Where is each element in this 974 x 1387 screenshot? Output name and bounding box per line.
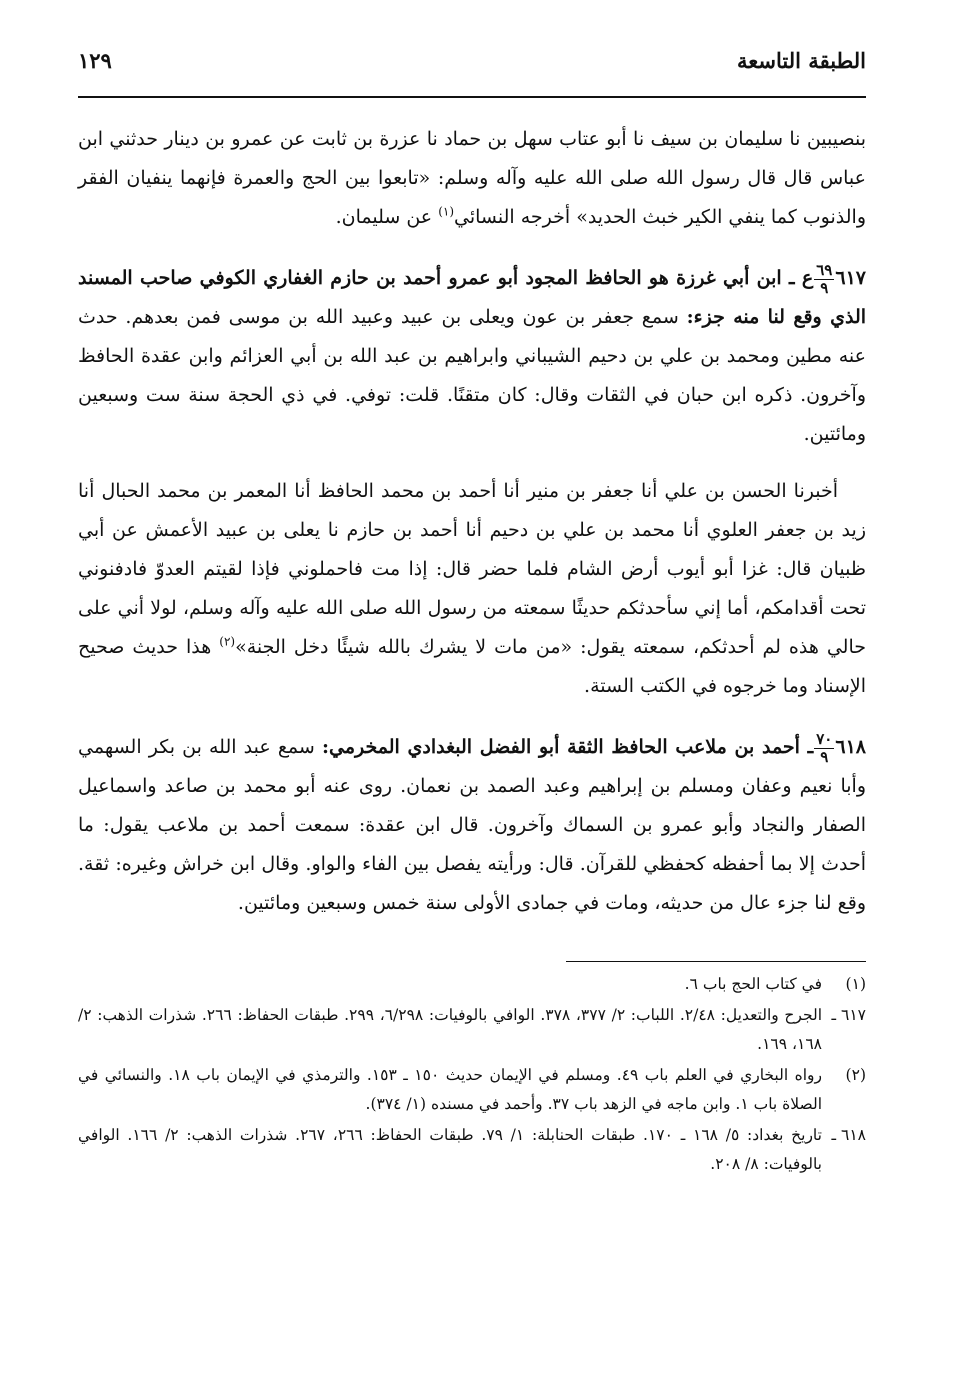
- footnote-ref-1: (١): [438, 204, 455, 219]
- entry-618: [78, 728, 866, 923]
- footnote-text: تاريخ بغداد: ٥/ ١٦٨ ـ ١٧٠. طبقات الحنابلة: ١/ ٧٩. طبقات الحفاظ: ٢٦٦، ٢٦٧. شذرات الذهب: ٢/ ١٦٦. الوافي بالوفيات: ٨/ ٢٠٨.: [78, 1126, 822, 1173]
- entry-body: سمع جعفر بن عون ويعلى بن عبيد وعبيد الله بن موسى فمن بعدهم. حدث عنه مطين ومحمد بن علي بن دحيم الشيباني وابراهيم بن عبد الله بن أبي العزائم وابن عقدة الحافظ وآخرون. ذكره ابن حبان في الثقات وقال: كان متقنًا. قلت: توفي. في ذي الحجة سنة ست وسبعين ومائتين.: [78, 306, 866, 445]
- entry-617: [78, 259, 866, 454]
- paragraph-text: هذا حديث صحيح الإسناد وما خرجوه في الكتب الستة.: [78, 636, 866, 697]
- running-title: الطبقة التاسعة: [737, 48, 866, 73]
- fraction-denominator: ٩: [820, 747, 829, 766]
- footnote-rule: [566, 961, 866, 962]
- footnote-marker: ٦١٧ ـ: [831, 1006, 866, 1024]
- entry-heading: ـ أحمد بن ملاعب الحافظ الثقة أبو الفضل البغدادي المخرمي:: [321, 736, 814, 758]
- footnote: [78, 1001, 866, 1059]
- page-number: ١٢٩: [78, 48, 112, 73]
- entry-fraction: [814, 729, 834, 766]
- entry-body: سمع عبد الله بن بكر السهمي وأبا نعيم وعفان ومسلم بن إبراهيم وعبد الصمد بن نعمان. روى عنه أبو محمد بن صاعد واسماعيل الصفار والنجاد وأبو عمرو بن السماك وآخرون. قال ابن عقدة: سمعت أحمد بن ملاعب يقول: ما أحدث إلا بما أحفظه كحفظي للقرآن. قال: ورأيته يفصل بين الفاء والواو. وقال ابن خراش وغيره: ثقة. وقع لنا جزء عال من حديثه، ومات في جمادى الأولى سنة خمس وسبعين ومائتين.: [78, 736, 866, 914]
- footnote: [78, 970, 866, 999]
- footnote: [78, 1121, 866, 1179]
- paragraph-hadith: [78, 472, 866, 706]
- paragraph-text: أخبرنا الحسن بن علي أنا جعفر بن منير أنا أحمد بن محمد الحافظ أنا المعمر بن محمد الحبال أنا زيد بن جعفر العلوي أنا محمد بن علي بن دحيم أنا أحمد بن حازم نا يعلى بن عبيد الأعمش عن أبي ظبيان قال: غزا أبو أيوب أرض الشام فلما حضر قال: إذا مت فاحملوني فإذا لقيتم العدوّ فادفنوني تحت أقدامكم، أما إني سأحدثكم حديثًا سمعته من رسول الله صلى الله عليه وآله وسلم، لولا أني على حالي هذه لم أحدثكم، سمعته يقول: «من مات لا يشرك بالله شيئًا دخل الجنة»: [78, 480, 866, 658]
- footnote-text: في كتاب الحج باب ٦.: [684, 975, 822, 993]
- book-page: [78, 48, 866, 1387]
- paragraph-text: عن سليمان.: [335, 206, 439, 228]
- footnote-text: رواه البخاري في العلم باب ٤٩. ومسلم في الإيمان حديث ١٥٠ ـ ١٥٣. والترمذي في الإيمان باب ١٨. والنسائي في الصلاة باب ١. وابن ماجه في الزهد باب ٣٧. وأحمد في مسنده (١/ ٣٧٤).: [78, 1066, 822, 1113]
- header-rule: [78, 96, 866, 98]
- entry-number: ٦١٨: [835, 736, 866, 758]
- footnote-ref-2: (٢): [219, 634, 236, 649]
- fraction-numerator: ٦٩: [816, 260, 833, 279]
- footnote-marker: (٢): [845, 1066, 866, 1084]
- entry-number: ٦١٧: [835, 267, 866, 289]
- fraction-denominator: ٩: [820, 278, 829, 297]
- footnote-text: الجرح والتعديل: ٢/٤٨. اللباب: ٢/ ٣٧٧، ٣٧٨. الوافي بالوفيات: ٦/٢٩٨، ٢٩٩. طبقات الحفاظ: ٢٦٦. شذرات الذهب: ٢/ ١٦٨، ١٦٩.: [78, 1006, 823, 1053]
- footnote: [78, 1061, 866, 1119]
- entry-heading: ع ـ ابن أبي غرزة هو الحافظ المجود أبو عمرو أحمد بن حازم الغفاري الكوفي صاحب المسند الذي وقع لنا منه جزء:: [78, 267, 867, 328]
- entry-fraction: [814, 260, 834, 297]
- paragraph-continuation: [78, 120, 866, 237]
- footnote-marker: ٦١٨ ـ: [831, 1126, 866, 1144]
- footnote-marker: (١): [845, 975, 866, 993]
- fraction-numerator: ٧٠: [816, 729, 833, 748]
- page-header: [78, 48, 866, 90]
- paragraph-text: بنصيبين نا سليمان بن سيف نا أبو عتاب سهل بن حماد نا عزرة بن ثابت عن عمرو بن دينار حدثني ابن عباس قال قال رسول الله صلى الله عليه وآله وسلم: «تابعوا بين الحج والعمرة فإنهما ينفيان الفقر والذنوب كما ينفي الكير خبث الحديد» أخرجه النسائي: [78, 128, 866, 228]
